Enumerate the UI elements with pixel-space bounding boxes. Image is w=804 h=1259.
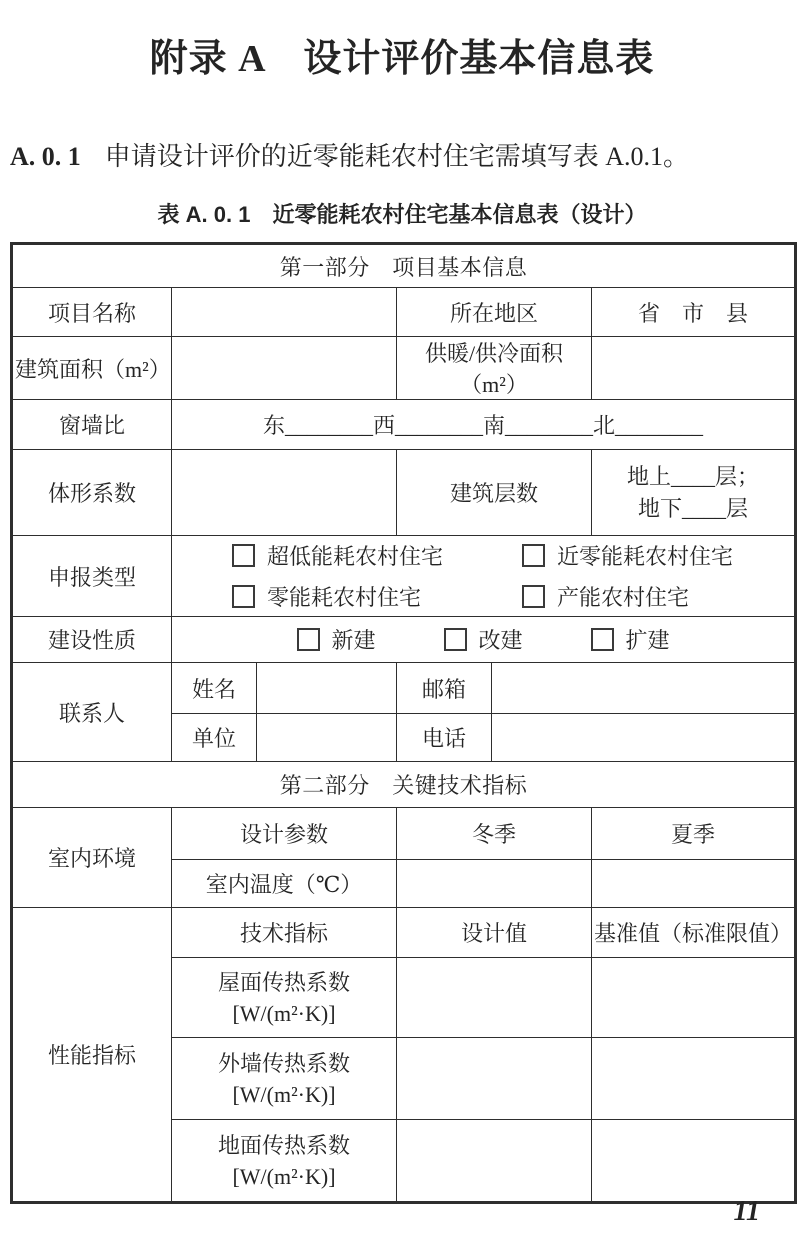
storeys-below-line: 地下____层 <box>638 495 749 521</box>
table-caption: 表 A. 0. 1 近零能耗农村住宅基本信息表（设计） <box>157 202 647 227</box>
wall-u-baseline-cell <box>592 1038 796 1120</box>
checkbox-icon[interactable] <box>522 585 545 608</box>
wall-u-design-cell <box>397 1038 592 1120</box>
declaration-option-label: 近零能耗农村住宅 <box>557 544 734 569</box>
construction-option-renovated <box>444 624 523 655</box>
construction-options-cell <box>172 617 796 663</box>
checkbox-icon[interactable] <box>444 628 467 651</box>
clause-a01 <box>10 140 794 174</box>
wall-u-unit: [W/(m²·K)] <box>232 1081 336 1107</box>
location-value: 省 市 县 <box>592 288 796 337</box>
design-param-header: 设计参数 <box>172 808 397 860</box>
ground-u-label <box>172 1120 397 1203</box>
contact-label: 联系人 <box>12 663 172 762</box>
building-area-label: 建筑面积（m²） <box>12 337 172 400</box>
project-name-value-cell <box>172 288 397 337</box>
declaration-option-producing <box>522 581 733 612</box>
construction-option-label: 新建 <box>331 628 376 653</box>
heating-cooling-area-label: 供暖/供冷面积（m²） <box>397 337 592 400</box>
contact-name-label: 姓名 <box>172 663 257 714</box>
location-label: 所在地区 <box>397 288 592 337</box>
contact-phone-label: 电话 <box>397 714 492 762</box>
ground-u-baseline-cell <box>592 1120 796 1203</box>
indoor-temp-summer-cell <box>592 860 796 908</box>
declaration-options-cell <box>172 536 796 617</box>
construction-option-expanded <box>591 624 670 655</box>
checkbox-icon[interactable] <box>232 544 255 567</box>
window-wall-ratio-value: 东________西________南________北________ <box>172 400 796 450</box>
ground-u-design-cell <box>397 1120 592 1203</box>
tech-indicator-header: 技术指标 <box>172 908 397 958</box>
construction-option-label: 改建 <box>478 628 523 653</box>
checkbox-icon[interactable] <box>522 544 545 567</box>
contact-phone-value-cell <box>492 714 796 762</box>
roof-u-name: 屋面传热系数 <box>217 969 350 995</box>
section1-header: 第一部分 项目基本信息 <box>12 244 796 288</box>
construction-option-new <box>297 624 376 655</box>
contact-name-value-cell <box>257 663 397 714</box>
storeys-above-line: 地上____层； <box>627 463 760 489</box>
window-wall-ratio-label: 窗墙比 <box>12 400 172 450</box>
project-name-label: 项目名称 <box>12 288 172 337</box>
roof-u-design-cell <box>397 958 592 1038</box>
indoor-env-label: 室内环境 <box>12 808 172 908</box>
ground-u-unit: [W/(m²·K)] <box>232 1163 336 1189</box>
design-value-header: 设计值 <box>397 908 592 958</box>
indoor-temp-winter-cell <box>397 860 592 908</box>
roof-u-baseline-cell <box>592 958 796 1038</box>
declaration-option-zero <box>232 581 522 612</box>
declaration-option-near-zero <box>522 540 733 571</box>
page-number: 11 <box>733 1196 760 1227</box>
roof-u-unit: [W/(m²·K)] <box>232 1000 336 1026</box>
construction-nature-label: 建设性质 <box>12 617 172 663</box>
roof-u-label <box>172 958 397 1038</box>
baseline-header: 基准值（标准限值） <box>592 908 796 958</box>
declaration-option-label: 产能农村住宅 <box>557 585 690 610</box>
summer-header: 夏季 <box>592 808 796 860</box>
checkbox-icon[interactable] <box>232 585 255 608</box>
building-area-value-cell <box>172 337 397 400</box>
shape-coefficient-value-cell <box>172 450 397 536</box>
contact-org-label: 单位 <box>172 714 257 762</box>
wall-u-name: 外墙传热系数 <box>217 1050 350 1076</box>
contact-email-value-cell <box>492 663 796 714</box>
declaration-type-label: 申报类型 <box>12 536 172 617</box>
winter-header: 冬季 <box>397 808 592 860</box>
ground-u-name: 地面传热系数 <box>217 1132 350 1158</box>
declaration-option-ultra-low <box>232 540 522 571</box>
basic-info-table <box>10 242 797 1204</box>
checkbox-icon[interactable] <box>297 628 320 651</box>
checkbox-icon[interactable] <box>591 628 614 651</box>
clause-number: A. 0. 1 <box>10 142 81 171</box>
construction-option-label: 扩建 <box>625 628 670 653</box>
contact-email-label: 邮箱 <box>397 663 492 714</box>
storeys-value-cell <box>592 450 796 536</box>
contact-org-value-cell <box>257 714 397 762</box>
performance-label: 性能指标 <box>12 908 172 1203</box>
declaration-option-label: 零能耗农村住宅 <box>267 585 422 610</box>
heating-cooling-area-value-cell <box>592 337 796 400</box>
indoor-temp-label: 室内温度（℃） <box>172 860 397 908</box>
shape-coefficient-label: 体形系数 <box>12 450 172 536</box>
clause-text: 申请设计评价的近零能耗农村住宅需填写表 A.0.1。 <box>104 142 690 171</box>
page-title: 附录 A 设计评价基本信息表 <box>149 38 655 80</box>
section2-header: 第二部分 关键技术指标 <box>12 762 796 808</box>
wall-u-label <box>172 1038 397 1120</box>
declaration-option-label: 超低能耗农村住宅 <box>267 544 444 569</box>
storeys-label: 建筑层数 <box>397 450 592 536</box>
